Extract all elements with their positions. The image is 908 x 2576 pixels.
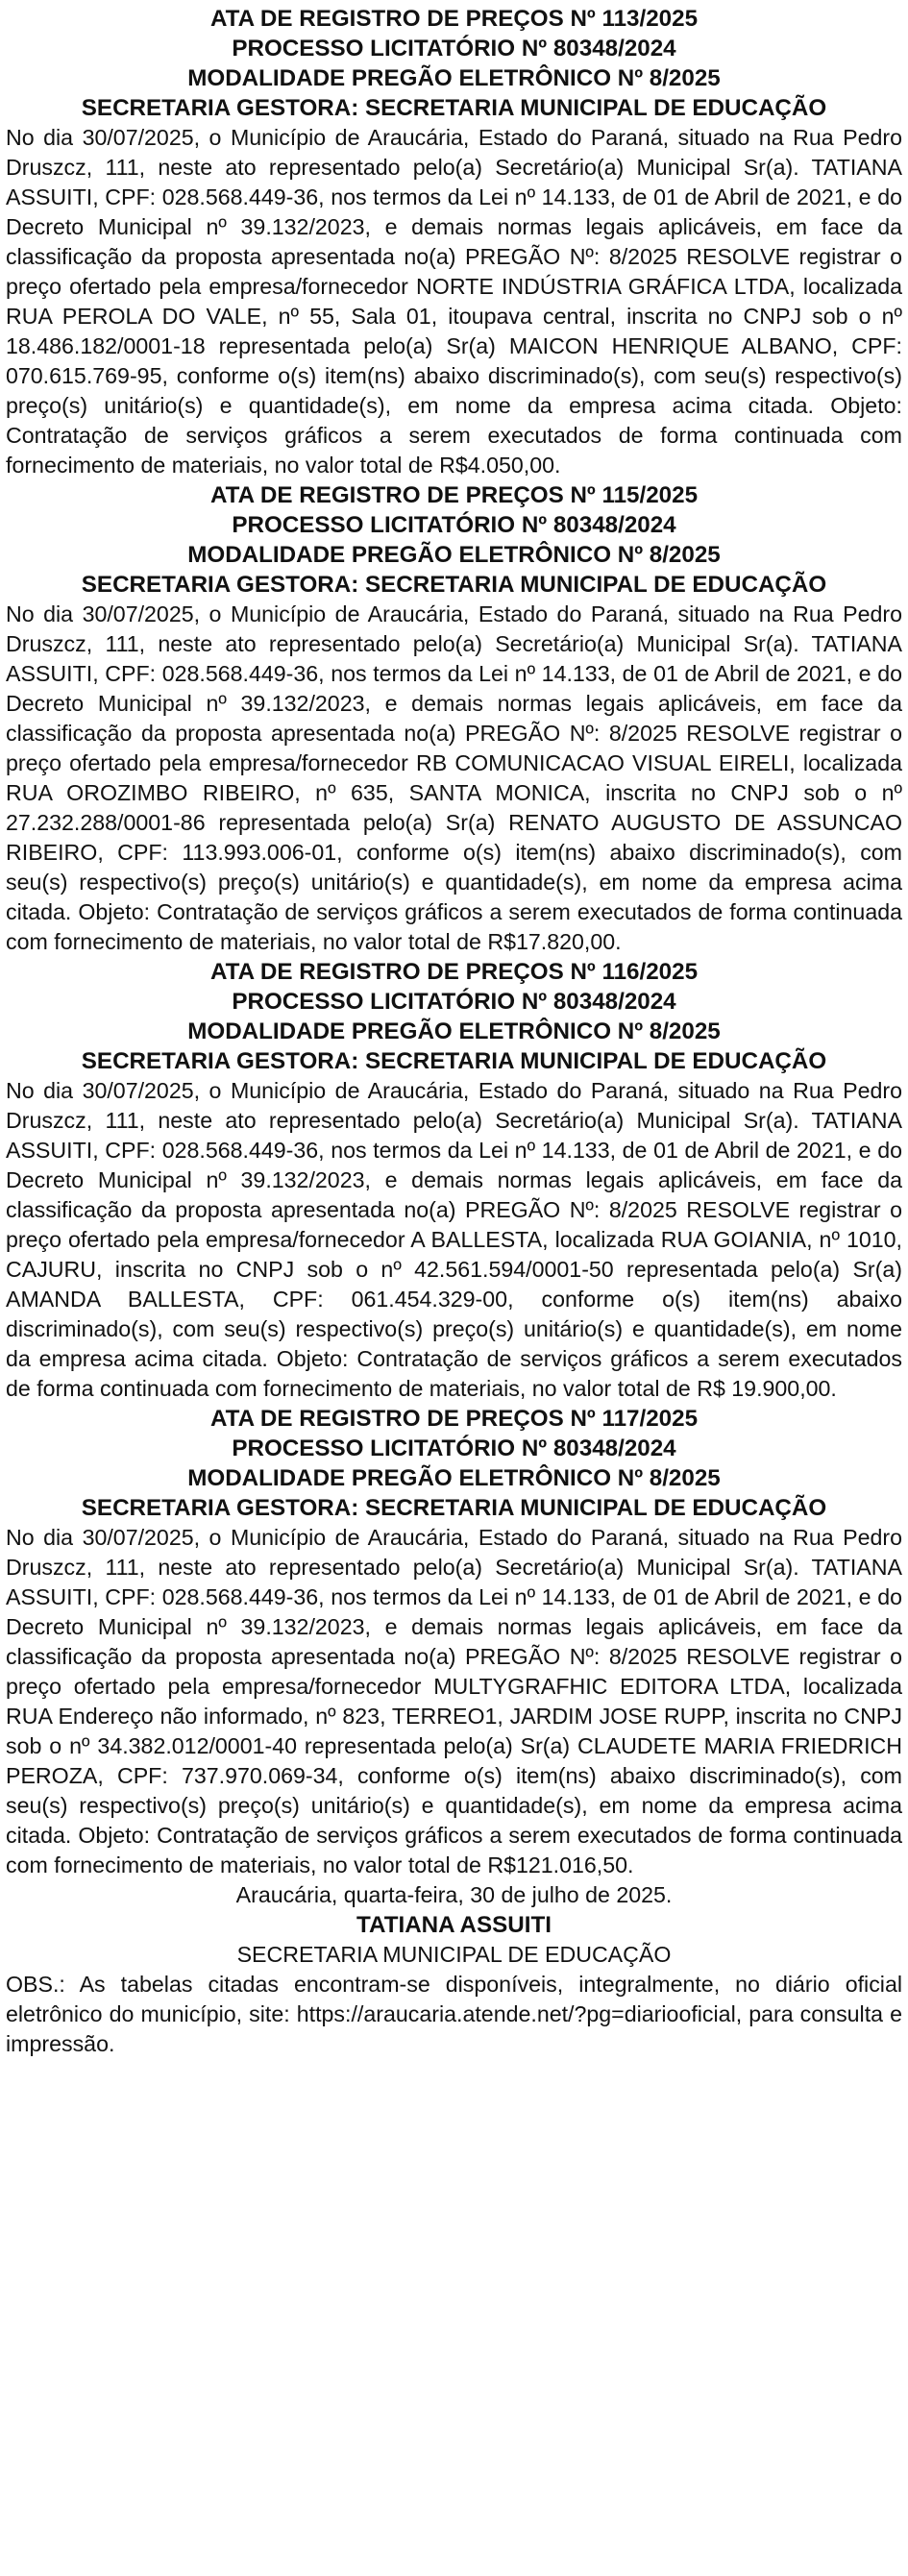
- secretaria-heading: SECRETARIA GESTORA: SECRETARIA MUNICIPAL DE EDUCAÇÃO: [81, 572, 827, 598]
- obs-note: OBS.: As tabelas citadas encontram-se disponíveis, integralmente, no diário oficial eletrônico do município, site: https://araucaria.atende.net/?pg=diariooficial, para consulta e impressão.: [6, 1972, 902, 2056]
- ata-117: [6, 1404, 902, 1880]
- secretaria-heading: SECRETARIA GESTORA: SECRETARIA MUNICIPAL DE EDUCAÇÃO: [81, 95, 827, 121]
- ata-title: ATA DE REGISTRO DE PREÇOS Nº 116/2025: [209, 959, 699, 985]
- secretaria-heading: SECRETARIA GESTORA: SECRETARIA MUNICIPAL DE EDUCAÇÃO: [81, 1495, 827, 1521]
- ata-115: [6, 480, 902, 957]
- ata-body: No dia 30/07/2025, o Município de Araucária, Estado do Paraná, situado na Rua Pedro Druszcz, 111, neste ato representado pelo(a) Secretário(a) Municipal Sr(a). TATIANA ASSUITI, CPF: 028.568.449-36, nos termos da Lei nº 14.133, de 01 de Abril de 2021, e do Decreto Municipal nº 39.132/2023, e demais normas legais aplicáveis, em face da classificação da proposta apresentada no(a) PREGÃO Nº: 8/2025 RESOLVE registrar o preço ofertado pela empresa/fornecedor MULTYGRAFHIC EDITORA LTDA, localizada RUA Endereço não informado, nº 823, TERREO1, JARDIM JOSE RUPP, inscrita no CNPJ sob o nº 34.382.012/0001-40 representada pelo(a) Sr(a) CLAUDETE MARIA FRIEDRICH PEROZA, CPF: 737.970.069-34, conforme o(s) item(ns) abaixo discriminado(s), com seu(s) respectivo(s) preço(s) unitário(s) e quantidade(s), em nome da empresa acima citada. Objeto: Contratação de serviços gráficos a serem executados de forma continuada com fornecimento de materiais, no valor total de R$121.016,50.: [6, 1525, 902, 1877]
- processo-heading: PROCESSO LICITATÓRIO Nº 80348/2024: [232, 989, 676, 1015]
- modalidade-heading: MODALIDADE PREGÃO ELETRÔNICO Nº 8/2025: [187, 1018, 721, 1044]
- ata-116: [6, 957, 902, 1404]
- ata-body: No dia 30/07/2025, o Município de Araucária, Estado do Paraná, situado na Rua Pedro Druszcz, 111, neste ato representado pelo(a) Secretário(a) Municipal Sr(a). TATIANA ASSUITI, CPF: 028.568.449-36, nos termos da Lei nº 14.133, de 01 de Abril de 2021, e do Decreto Municipal nº 39.132/2023, e demais normas legais aplicáveis, em face da classificação da proposta apresentada no(a) PREGÃO Nº: 8/2025 RESOLVE registrar o preço ofertado pela empresa/fornecedor RB COMUNICACAO VISUAL EIRELI, localizada RUA OROZIMBO RIBEIRO, nº 635, SANTA MONICA, inscrita no CNPJ sob o nº 27.232.288/0001-86 representada pelo(a) Sr(a) RENATO AUGUSTO DE ASSUNCAO RIBEIRO, CPF: 113.993.006-01, conforme o(s) item(ns) abaixo discriminado(s), com seu(s) respectivo(s) preço(s) unitário(s) e quantidade(s), em nome da empresa acima citada. Objeto: Contratação de serviços gráficos a serem executados de forma continuada com fornecimento de materiais, no valor total de R$17.820,00.: [6, 601, 902, 954]
- ata-body: No dia 30/07/2025, o Município de Araucária, Estado do Paraná, situado na Rua Pedro Druszcz, 111, neste ato representado pelo(a) Secretário(a) Municipal Sr(a). TATIANA ASSUITI, CPF: 028.568.449-36, nos termos da Lei nº 14.133, de 01 de Abril de 2021, e do Decreto Municipal nº 39.132/2023, e demais normas legais aplicáveis, em face da classificação da proposta apresentada no(a) PREGÃO Nº: 8/2025 RESOLVE registrar o preço ofertado pela empresa/fornecedor A BALLESTA, localizada RUA GOIANIA, nº 1010, CAJURU, inscrita no CNPJ sob o nº 42.561.594/0001-50 representada pelo(a) Sr(a) AMANDA BALLESTA, CPF: 061.454.329-00, conforme o(s) item(ns) abaixo discriminado(s), com seu(s) respectivo(s) preço(s) unitário(s) e quantidade(s), em nome da empresa acima citada. Objeto: Contratação de serviços gráficos a serem executados de forma continuada com fornecimento de materiais, no valor total de R$ 19.900,00.: [6, 1078, 902, 1401]
- ata-title: ATA DE REGISTRO DE PREÇOS Nº 113/2025: [209, 6, 699, 32]
- ata-113: [6, 4, 902, 480]
- signature-name: TATIANA ASSUITI: [356, 1912, 552, 1938]
- ata-body: No dia 30/07/2025, o Município de Araucária, Estado do Paraná, situado na Rua Pedro Druszcz, 111, neste ato representado pelo(a) Secretário(a) Municipal Sr(a). TATIANA ASSUITI, CPF: 028.568.449-36, nos termos da Lei nº 14.133, de 01 de Abril de 2021, e do Decreto Municipal nº 39.132/2023, e demais normas legais aplicáveis, em face da classificação da proposta apresentada no(a) PREGÃO Nº: 8/2025 RESOLVE registrar o preço ofertado pela empresa/fornecedor NORTE INDÚSTRIA GRÁFICA LTDA, localizada RUA PEROLA DO VALE, nº 55, Sala 01, itoupava central, inscrita no CNPJ sob o nº 18.486.182/0001-18 representada pelo(a) Sr(a) MAICON HENRIQUE ALBANO, CPF: 070.615.769-95, conforme o(s) item(ns) abaixo discriminado(s), com seu(s) respectivo(s) preço(s) unitário(s) e quantidade(s), em nome da empresa acima citada. Objeto: Contratação de serviços gráficos a serem executados de forma continuada com fornecimento de materiais, no valor total de R$4.050,00.: [6, 125, 902, 478]
- signature-department: SECRETARIA MUNICIPAL DE EDUCAÇÃO: [236, 1942, 672, 1967]
- processo-heading: PROCESSO LICITATÓRIO Nº 80348/2024: [232, 36, 676, 61]
- modalidade-heading: MODALIDADE PREGÃO ELETRÔNICO Nº 8/2025: [187, 65, 721, 91]
- signature-block: [6, 1880, 902, 1970]
- modalidade-heading: MODALIDADE PREGÃO ELETRÔNICO Nº 8/2025: [187, 542, 721, 568]
- ata-title: ATA DE REGISTRO DE PREÇOS Nº 117/2025: [209, 1406, 699, 1432]
- processo-heading: PROCESSO LICITATÓRIO Nº 80348/2024: [232, 512, 676, 538]
- secretaria-heading: SECRETARIA GESTORA: SECRETARIA MUNICIPAL DE EDUCAÇÃO: [81, 1048, 827, 1074]
- modalidade-heading: MODALIDADE PREGÃO ELETRÔNICO Nº 8/2025: [187, 1465, 721, 1491]
- signature-place-date: Araucária, quarta-feira, 30 de julho de 2025.: [235, 1882, 673, 1907]
- ata-title: ATA DE REGISTRO DE PREÇOS Nº 115/2025: [209, 482, 699, 508]
- processo-heading: PROCESSO LICITATÓRIO Nº 80348/2024: [232, 1435, 676, 1461]
